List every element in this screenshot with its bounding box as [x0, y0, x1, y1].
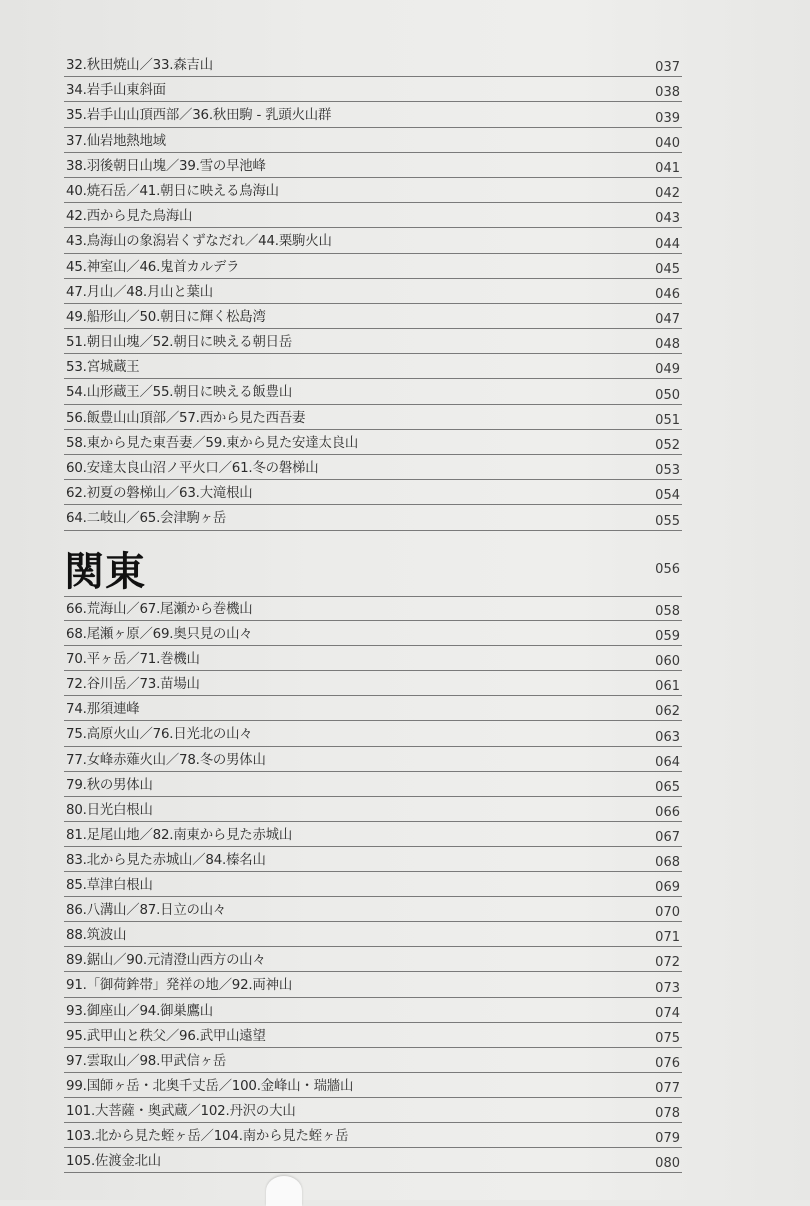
toc-entry-page: 071	[655, 930, 680, 946]
toc-entry	[64, 128, 682, 153]
toc-entry-title: 54.山形蔵王／55.朝日に映える飯豊山	[66, 385, 293, 401]
toc-entry-title: 105.佐渡金北山	[66, 1154, 161, 1170]
toc-entry-title: 38.羽後朝日山塊／39.雪の早池峰	[66, 158, 266, 174]
toc-entry	[64, 304, 682, 329]
toc-entry	[64, 822, 682, 847]
toc-entry-title: 37.仙岩地熱地域	[66, 133, 166, 149]
toc-entry-title: 72.谷川岳／73.苗場山	[66, 677, 200, 693]
toc-entry	[64, 922, 682, 947]
toc-entry-page: 070	[655, 905, 680, 921]
toc-entry-title: 83.北から見た赤城山／84.榛名山	[66, 852, 266, 868]
toc-entry-page: 048	[655, 337, 680, 353]
toc-entry	[64, 1098, 682, 1123]
toc-entry-title: 74.那須連峰	[66, 702, 140, 718]
toc-entry-page: 046	[655, 286, 680, 302]
toc-entry	[64, 1023, 682, 1048]
toc-entry	[64, 696, 682, 721]
toc-entry-page: 043	[655, 211, 680, 227]
toc-entry-title: 68.尾瀬ヶ原／69.奥只見の山々	[66, 627, 253, 643]
toc-entry-title: 89.鋸山／90.元清澄山西方の山々	[66, 953, 266, 969]
toc-entry-page: 052	[655, 438, 680, 453]
toc-entry-title: 42.西から見た鳥海山	[66, 209, 193, 225]
toc-entry-page: 059	[655, 629, 680, 645]
toc-entry-page: 039	[655, 110, 680, 126]
toc-entry-title: 95.武甲山と秩父／96.武甲山遠望	[66, 1028, 266, 1044]
toc-entry-title: 60.安達太良山沼ノ平火口／61.冬の磐梯山	[66, 461, 319, 476]
toc-entry	[64, 972, 682, 997]
toc-list-kanto	[64, 596, 682, 1173]
toc-entry-title: 93.御座山／94.御巣鷹山	[66, 1003, 213, 1019]
toc-entry-title: 66.荒海山／67.尾瀬から巻機山	[66, 602, 253, 617]
toc-entry	[64, 1148, 682, 1173]
section-page-number: 056	[655, 562, 680, 577]
toc-entry	[64, 1123, 682, 1148]
toc-entry-page: 074	[655, 1005, 680, 1021]
toc-entry	[64, 153, 682, 178]
toc-entry	[64, 1073, 682, 1098]
toc-entry-page: 077	[655, 1080, 680, 1096]
toc-entry-page: 073	[655, 980, 680, 996]
toc-entry	[64, 947, 682, 972]
toc-entry-title: 81.足尾山地／82.南東から見た赤城山	[66, 827, 293, 843]
toc-entry	[64, 872, 682, 897]
toc-entry-title: 53.宮城蔵王	[66, 360, 140, 376]
toc-entry	[64, 747, 682, 772]
toc-entry-title: 79.秋の男体山	[66, 777, 153, 793]
toc-entry-page: 078	[655, 1105, 680, 1121]
toc-entry	[64, 847, 682, 872]
toc-entry-title: 47.月山／48.月山と葉山	[66, 284, 213, 300]
toc-entry-page: 040	[655, 135, 680, 151]
toc-entry	[64, 897, 682, 922]
binder-clip	[266, 1176, 302, 1206]
toc-entry	[64, 772, 682, 797]
toc-entry	[64, 203, 682, 228]
toc-entry	[64, 228, 682, 253]
toc-entry-page: 055	[655, 513, 680, 529]
toc-entry-title: 51.朝日山塊／52.朝日に映える朝日岳	[66, 335, 293, 351]
toc-entry-page: 058	[655, 604, 680, 620]
toc-entry-title: 88.筑波山	[66, 928, 127, 944]
toc-entry-page: 050	[655, 387, 680, 403]
toc-entry-page: 062	[655, 704, 680, 720]
toc-entry-title: 85.草津白根山	[66, 878, 153, 894]
toc-entry-page: 075	[655, 1030, 680, 1046]
toc-entry-page: 047	[655, 312, 680, 328]
toc-entry-title: 99.国師ヶ岳・北奥千丈岳／100.金峰山・瑞牆山	[66, 1078, 354, 1094]
toc-entry-title: 101.大菩薩・奥武蔵／102.丹沢の大山	[66, 1103, 296, 1119]
toc-entry	[64, 797, 682, 822]
toc-entry-page: 042	[655, 186, 680, 202]
toc-entry	[64, 52, 682, 77]
toc-entry-title: 32.秋田焼山／33.森吉山	[66, 58, 213, 73]
toc-entry-page: 068	[655, 855, 680, 871]
toc-entry-page: 053	[655, 463, 680, 479]
toc-entry-title: 97.雲取山／98.甲武信ヶ岳	[66, 1053, 227, 1069]
toc-entry-page: 076	[655, 1055, 680, 1071]
toc-entry	[64, 279, 682, 304]
toc-entry	[64, 455, 682, 480]
toc-entry-page: 041	[655, 160, 680, 176]
toc-entry	[64, 354, 682, 379]
toc-entry-page: 038	[655, 85, 680, 101]
toc-entry-title: 62.初夏の磐梯山／63.大滝根山	[66, 486, 253, 502]
toc-entry-title: 80.日光白根山	[66, 802, 153, 818]
section-heading: 関東	[64, 549, 146, 595]
toc-entry-page: 079	[655, 1131, 680, 1147]
toc-entry-page: 051	[655, 412, 680, 428]
toc-list-tohoku	[64, 52, 682, 531]
toc-entry-title: 75.高原火山／76.日光北の山々	[66, 727, 253, 743]
toc-entry-page: 037	[655, 60, 680, 76]
toc-entry-page: 061	[655, 679, 680, 695]
toc-entry	[64, 721, 682, 746]
toc-entry-title: 58.東から見た東吾妻／59.東から見た安達太良山	[66, 435, 359, 451]
toc-entry-title: 103.北から見た蛭ヶ岳／104.南から見た蛭ヶ岳	[66, 1128, 349, 1144]
toc-entry-page: 072	[655, 955, 680, 971]
toc-entry-page: 080	[655, 1156, 680, 1172]
toc-entry	[64, 102, 682, 127]
toc-entry-title: 86.八溝山／87.日立の山々	[66, 903, 227, 919]
toc-entry-page: 065	[655, 779, 680, 795]
toc-entry-title: 49.船形山／50.朝日に輝く松島湾	[66, 309, 266, 325]
toc-entry	[64, 77, 682, 102]
toc-entry	[64, 621, 682, 646]
toc-entry-page: 069	[655, 880, 680, 896]
toc-entry-page: 067	[655, 829, 680, 845]
toc-entry-title: 35.岩手山山頂西部／36.秋田駒 - 乳頭火山群	[66, 108, 332, 124]
toc-entry	[64, 430, 682, 455]
toc-entry-page: 064	[655, 754, 680, 770]
toc-entry-title: 64.二岐山／65.会津駒ヶ岳	[66, 511, 227, 527]
toc-entry-title: 91.「御荷鉾帯」発祥の地／92.両神山	[66, 978, 293, 994]
toc-entry	[64, 646, 682, 671]
toc-entry	[64, 671, 682, 696]
toc-entry-title: 34.岩手山東斜面	[66, 83, 166, 99]
toc-entry-title: 40.焼石岳／41.朝日に映える鳥海山	[66, 183, 279, 199]
toc-entry	[64, 379, 682, 404]
toc-entry	[64, 505, 682, 530]
toc-entry	[64, 998, 682, 1023]
toc-entry	[64, 480, 682, 505]
section-header	[64, 540, 682, 597]
toc-entry	[64, 405, 682, 430]
toc-entry-title: 45.神室山／46.鬼首カルデラ	[66, 259, 240, 275]
toc-entry-title: 56.飯豊山山頂部／57.西から見た西吾妻	[66, 410, 306, 426]
toc-entry-page: 066	[655, 804, 680, 820]
toc-entry	[64, 1048, 682, 1073]
toc-entry	[64, 178, 682, 203]
toc-entry-page: 045	[655, 261, 680, 277]
toc-entry-page: 044	[655, 236, 680, 252]
toc-entry-page: 060	[655, 654, 680, 670]
toc-entry-title: 70.平ヶ岳／71.巻機山	[66, 652, 200, 668]
toc-entry	[64, 329, 682, 354]
toc-entry-title: 77.女峰赤薙火山／78.冬の男体山	[66, 752, 266, 768]
toc-entry	[64, 596, 682, 621]
toc-entry-page: 049	[655, 362, 680, 378]
toc-entry-page: 054	[655, 488, 680, 504]
toc-entry-title: 43.鳥海山の象潟岩くずなだれ／44.栗駒火山	[66, 234, 332, 250]
toc-entry-page: 063	[655, 729, 680, 745]
toc-entry	[64, 254, 682, 279]
